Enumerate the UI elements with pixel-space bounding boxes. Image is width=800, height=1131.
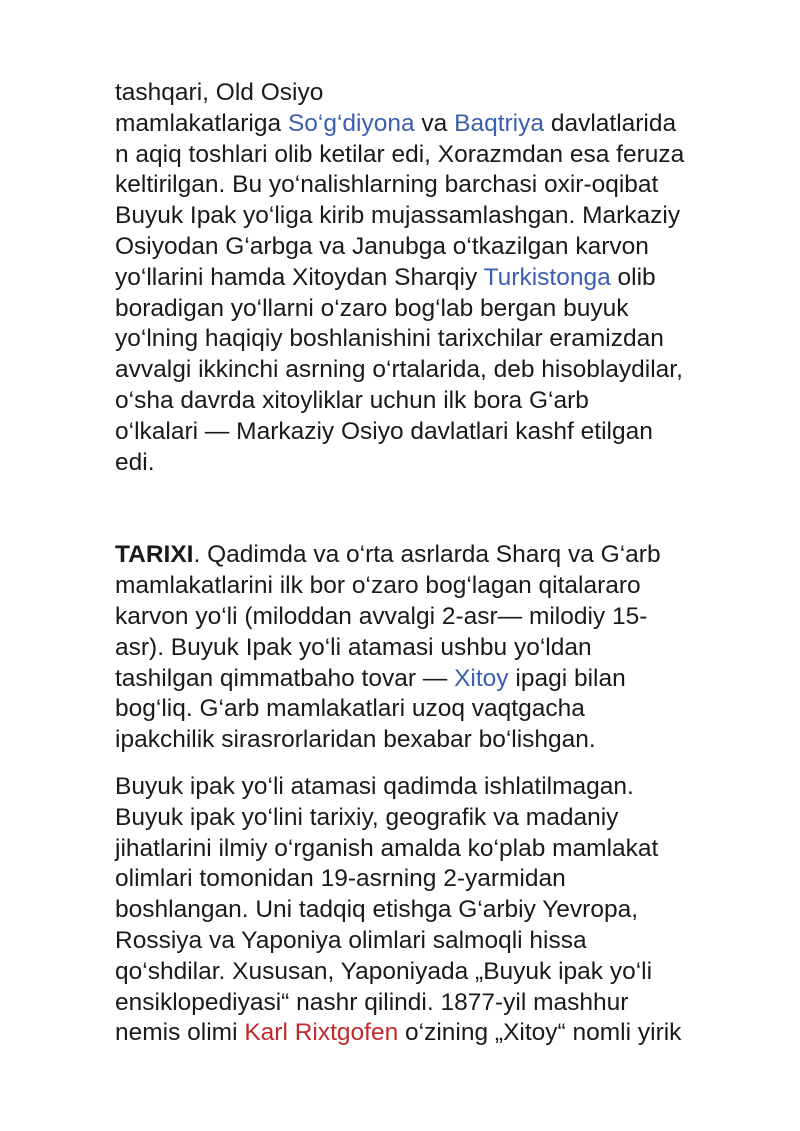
text-line: o‘sha davrda xitoyliklar uchun ilk bora G‘arb [115,386,589,414]
text-run: o‘zining „Xitoy“ nomli yirik [398,1019,682,1047]
link-baqtriya[interactable]: Baqtriya [454,109,545,137]
text-line: bog‘liq. G‘arb mamlakatlari uzoq vaqtgacha [115,695,585,723]
paragraph-3 [115,772,755,1049]
link-karl-rixtgofen[interactable]: Karl Rixtgofen [244,1019,399,1047]
text-line: olimlari tomonidan 19-asrning 2-yarmidan [115,865,566,893]
text-line: Buyuk Ipak yo‘liga kirib mujassamlashgan. Markaziy [115,202,681,230]
text-line: Buyuk ipak yo‘li atamasi qadimda ishlatilmagan. [115,772,634,800]
text-run: ipagi bilan [508,664,626,692]
paragraph-spacer [115,478,755,540]
text-line: n aqiq toshlari olib ketilar edi, Xorazmdan esa feruza [115,140,685,168]
link-sogdiyona[interactable]: So‘g‘diyona [287,109,415,137]
text-run: nemis olimi [115,1019,245,1047]
text-line [115,1018,755,1049]
text-line: qo‘shdilar. Xususan, Yaponiyada „Buyuk ipak yo‘li [115,957,653,985]
paragraph-2 [115,540,755,756]
text-line: edi. [115,448,155,476]
text-line: Osiyodan G‘arbga va Janubga o‘tkazilgan karvon [115,232,649,260]
text-line: Rossiya va Yaponiya olimlari salmoqli hissa [115,926,587,954]
document-page [115,78,755,1049]
text-run: tashilgan qimmatbaho tovar — [115,664,455,692]
text-line: o‘lkalari — Markaziy Osiyo davlatlari kashf etilgan [115,417,653,445]
link-xitoy[interactable]: Xitoy [454,664,509,692]
text-line: boshlangan. Uni tadqiq etishga G‘arbiy Yevropa, [115,896,639,924]
text-run: yo‘llarini hamda Xitoydan Sharqiy [115,263,484,291]
text-line: boradigan yo‘llarni o‘zaro bog‘lab bergan buyuk [115,294,629,322]
paragraph-spacer [115,756,755,772]
text-line: tashqari, Old Osiyo [115,79,324,106]
text-line [115,540,755,571]
link-turkistonga[interactable]: Turkistonga [483,263,611,291]
text-line: ensiklopediyasi“ nashr qilindi. 1877-yil mashhur [115,988,629,1016]
text-run: . Qadimda va o‘rta asrlarda Sharq va G‘arb [193,541,661,569]
text-line [115,109,755,140]
text-line [115,664,755,695]
text-line: ipakchilik sirasrorlaridan bexabar bo‘lishgan. [115,726,596,754]
section-heading: TARIXI [115,541,194,569]
text-run: mamlakatlariga [115,109,288,137]
text-run: davlatlarida [544,109,677,137]
text-line [115,263,755,294]
text-line: yo‘lning haqiqiy boshlanishini tarixchilar eramizdan [115,325,664,353]
text-line: asr). Buyuk Ipak yo‘li atamasi ushbu yo‘ldan [115,633,592,661]
text-run: va [414,109,455,137]
text-line: karvon yo‘li (miloddan avvalgi 2-asr— milodiy 15- [115,602,648,630]
text-line: mamlakatlarini ilk bor o‘zaro bog‘lagan qitalararo [115,572,641,600]
text-run: olib [610,263,656,291]
paragraph-1 [115,78,755,478]
text-line: Buyuk ipak yo‘lini tarixiy, geografik va madaniy [115,803,619,831]
text-line: avvalgi ikkinchi asrning o‘rtalarida, deb hisoblaydilar, [115,356,683,384]
text-line: jihatlarini ilmiy o‘rganish amalda ko‘plab mamlakat [115,834,659,862]
text-line: keltirilgan. Bu yo‘nalishlarning barchasi oxir-oqibat [115,171,659,199]
